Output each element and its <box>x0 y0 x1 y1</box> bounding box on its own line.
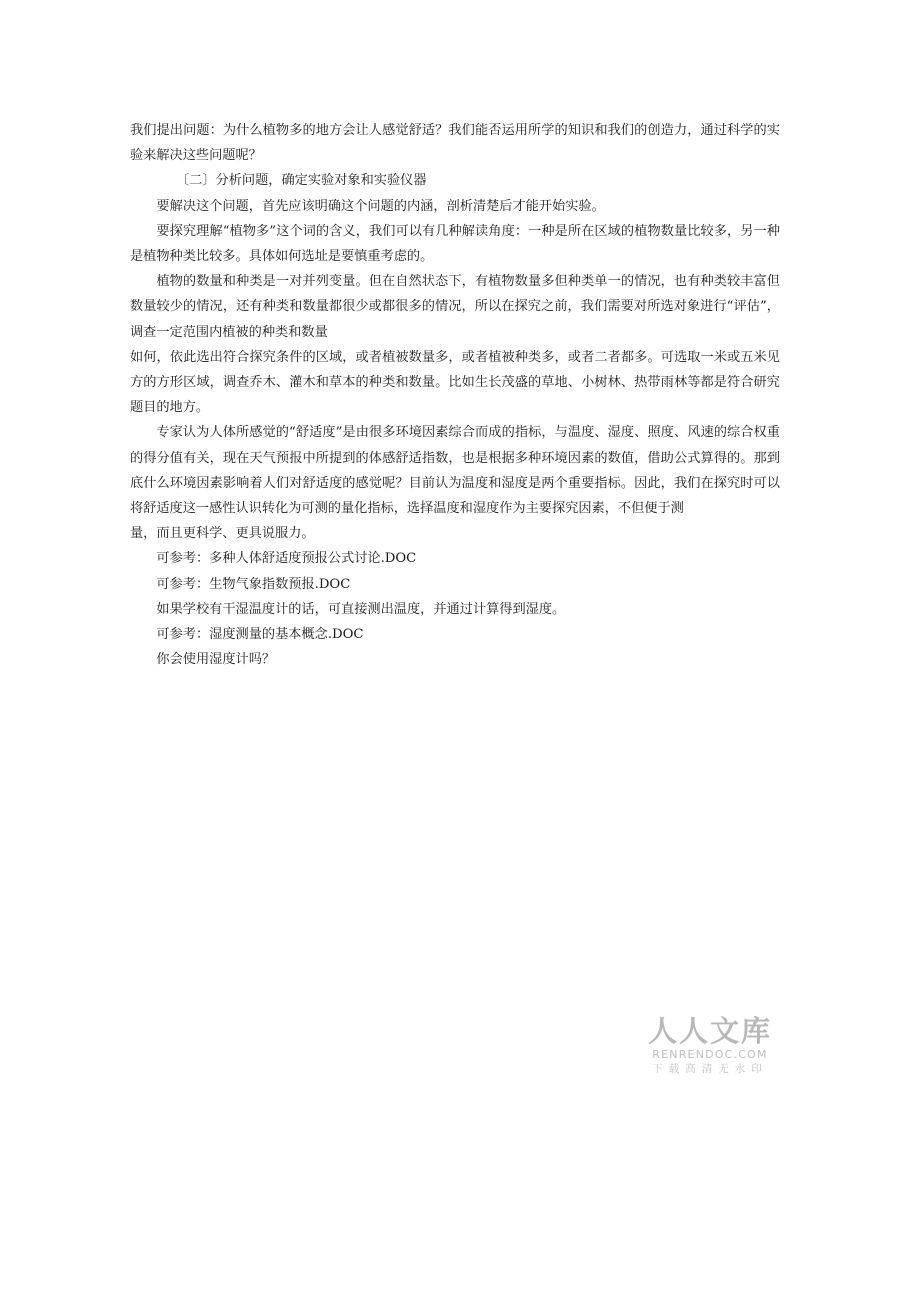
paragraph-variables-part2: 如何，依此选出符合探究条件的区域，或者植被数量多，或者植被种类多，或者二者都多。可选取一米或五米见方的方形区域，调查乔木、灌木和草本的种类和数量。比如生长茂盛的草地、小树林、热带雨林等都是符合研究题目的地方。 <box>130 349 780 416</box>
paragraph-question: 我们提出问题：为什么植物多的地方会让人感觉舒适？我们能否运用所学的知识和我们的创造力，通过科学的实验来解决这些问题呢？ <box>130 123 780 164</box>
reference-prefix: 可参考： <box>156 576 210 592</box>
paragraph-analysis: 要解决这个问题，首先应该明确这个问题的内涵，剖析清楚后才能开始实验。 <box>156 198 605 214</box>
paragraph-hygrometer-question: 你会使用湿度计吗？ <box>156 652 276 668</box>
paragraph-thermometer: 如果学校有干湿温度计的话，可直接测出温度，并通过计算得到湿度。 <box>156 601 566 617</box>
watermark-subtitle: 下载高清无水印 <box>652 1063 768 1075</box>
paragraph-plants-meaning: 要探究理解“植物多”这个词的含义，我们可以有几种解读角度：一种是所在区域的植物数量比较多，另一种是植物种类比较多。具体如何选址是要慎重考虑的。 <box>130 223 780 265</box>
paragraph-variables-part1: 植物的数量和种类是一对并列变量。但在自然状态下，有植物数量多但种类单一的情况，也有种类较丰富但数量较少的情况，还有种类和数量都很少或都很多的情况，所以在探究之前，我们需要对所选对象进行“评估”，调查一定范围内植被的种类和数量 <box>130 274 780 340</box>
reference-file-link[interactable]: 生物气象指数预报.DOC <box>209 576 351 592</box>
watermark-title: 人人文库 <box>647 1014 772 1048</box>
reference-item <box>130 572 780 597</box>
reference-prefix: 可参考： <box>156 627 210 643</box>
reference-item <box>130 546 780 571</box>
section-heading: 〔二〕分析问题，确定实验对象和实验仪器 <box>176 173 427 189</box>
document-body <box>130 118 780 672</box>
reference-prefix: 可参考： <box>156 551 210 567</box>
watermark-logo <box>647 1014 773 1076</box>
reference-file-link[interactable]: 多种人体舒适度预报公式讨论.DOC <box>209 551 417 567</box>
paragraph-comfort-part1: 专家认为人体所感觉的“舒适度”是由很多环境因素综合而成的指标，与温度、湿度、照度、风速的综合权重的得分值有关，现在天气预报中所提到的体感舒适指数，也是根据多种环境因素的数值，借助公式算得的。那到底什么环境因素影响着人们对舒适度的感觉呢？目前认为温度和湿度是两个重要指标。因此，我们在探究时可以将舒适度这一感性认识转化为可测的量化指标，选择温度和湿度作为主要探究因素，不但便于测 <box>130 425 780 517</box>
paragraph-comfort-part2: 量，而且更科学、更具说服力。 <box>130 526 315 542</box>
reference-item <box>130 622 780 647</box>
watermark-site: RENRENDOC.COM <box>652 1048 768 1061</box>
reference-file-link[interactable]: 湿度测量的基本概念.DOC <box>209 627 364 643</box>
